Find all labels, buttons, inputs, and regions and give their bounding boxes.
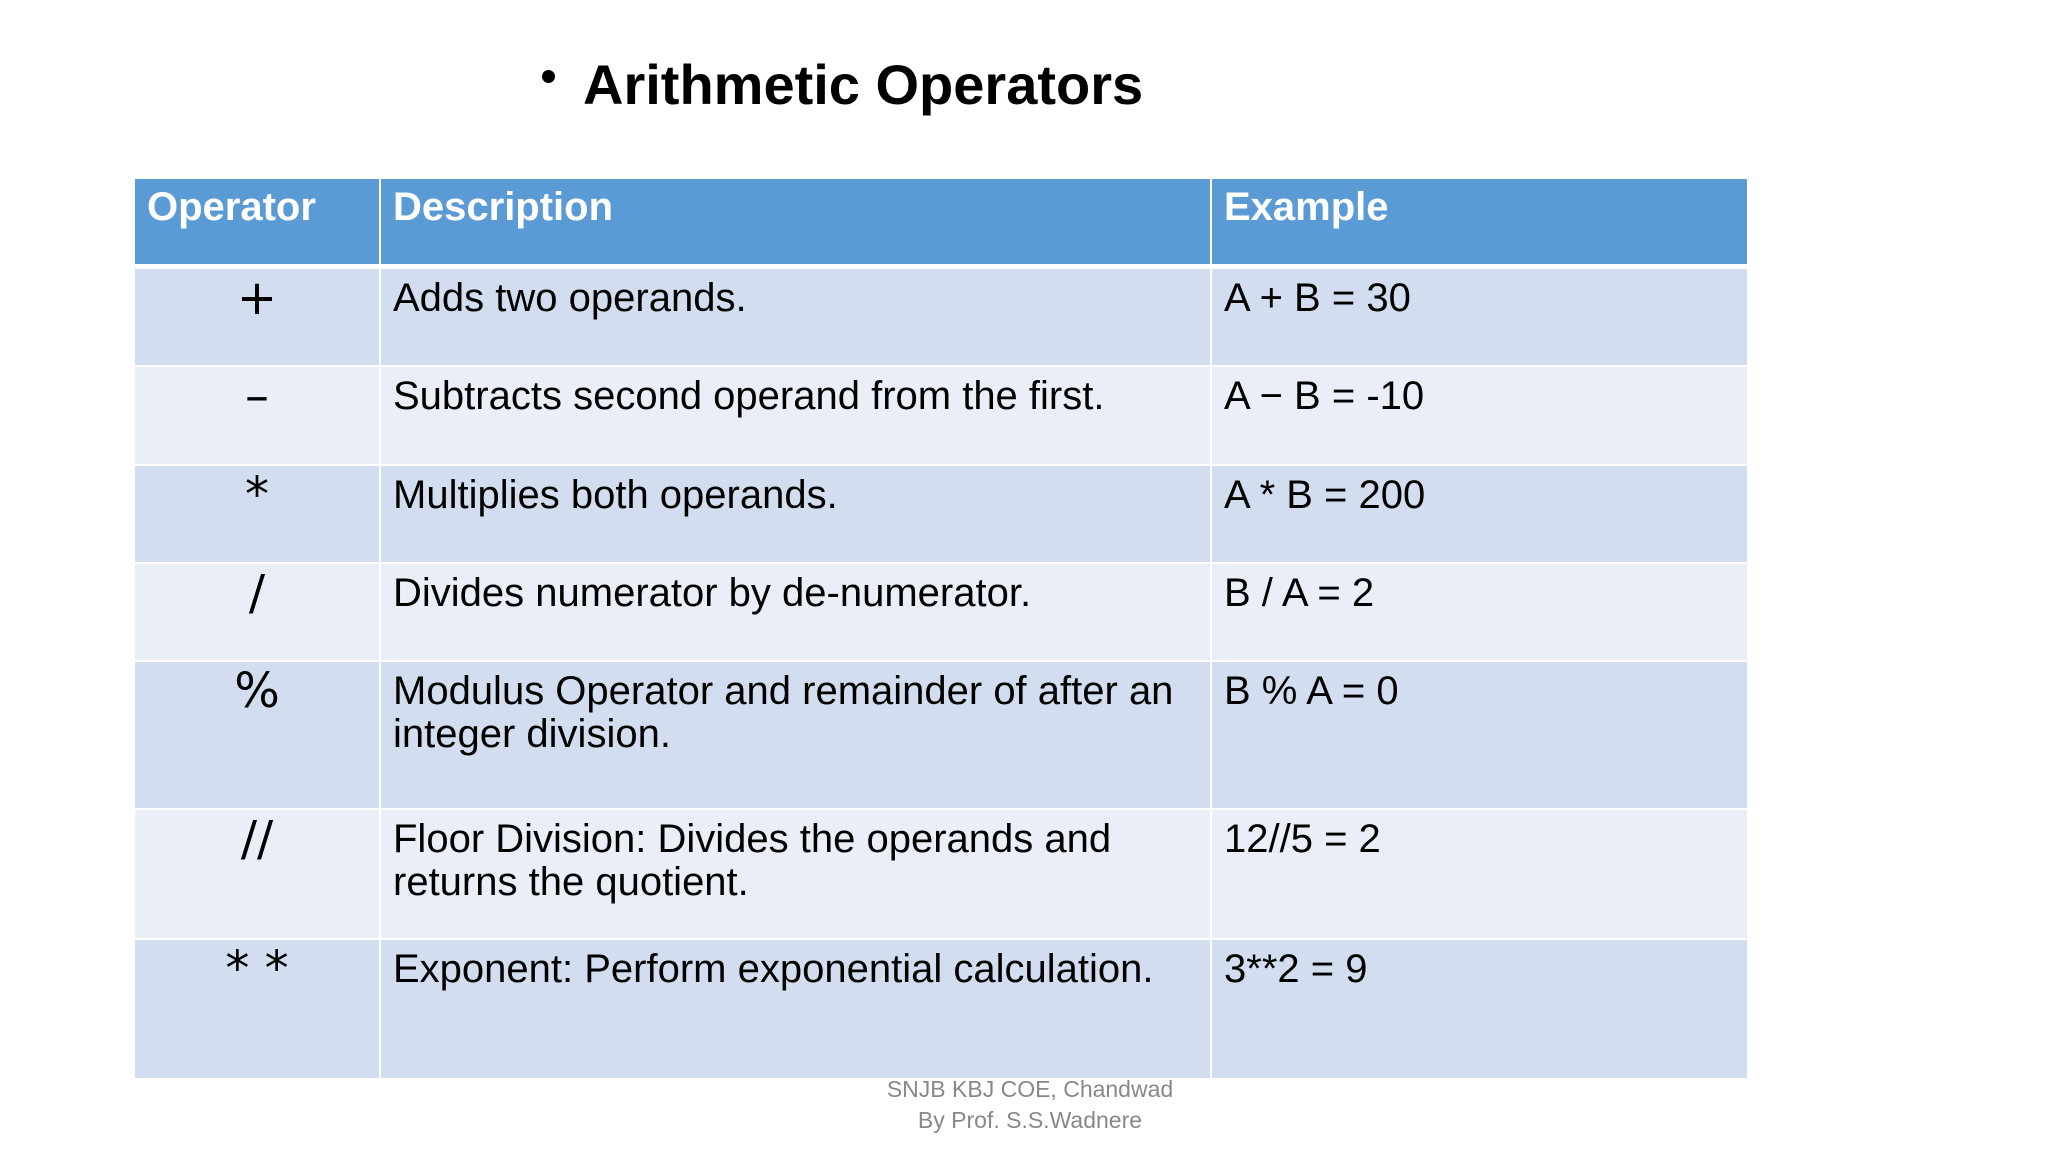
description-cell: Divides numerator by de-numerator.: [380, 563, 1211, 661]
description-cell: Multiplies both operands.: [380, 465, 1211, 563]
operators-table: [133, 177, 1749, 1080]
footer-line-institution: SNJB KBJ COE, Chandwad: [886, 1076, 1174, 1102]
table-header-row: [134, 178, 1748, 266]
table-row: [134, 661, 1748, 809]
table-row: [134, 366, 1748, 465]
operator-cell: %: [134, 661, 380, 809]
bullet-icon: [542, 70, 555, 83]
example-cell: A + B = 30: [1211, 266, 1748, 366]
operator-cell: //: [134, 809, 380, 939]
operator-cell: *: [134, 465, 380, 563]
description-cell: Adds two operands.: [380, 266, 1211, 366]
example-cell: 3**2 = 9: [1211, 939, 1748, 1079]
operator-cell: /: [134, 563, 380, 661]
slide-title-text: Arithmetic Operators: [583, 53, 1144, 116]
table-row: [134, 266, 1748, 366]
header-description: Description: [380, 178, 1211, 266]
operator-cell: +: [134, 266, 380, 366]
example-cell: A * B = 200: [1211, 465, 1748, 563]
description-cell: Modulus Operator and remainder of after an integer division.: [380, 661, 1211, 809]
description-cell: Floor Division: Divides the operands and returns the quotient.: [380, 809, 1211, 939]
slide-title: [542, 52, 1143, 117]
description-cell: Exponent: Perform exponential calculation.: [380, 939, 1211, 1079]
table-row: [134, 465, 1748, 563]
table-row: [134, 563, 1748, 661]
example-cell: B % A = 0: [1211, 661, 1748, 809]
footer-line-author: By Prof. S.S.Wadnere: [917, 1107, 1143, 1133]
header-operator: Operator: [134, 178, 380, 266]
table-row: [134, 809, 1748, 939]
header-example: Example: [1211, 178, 1748, 266]
example-cell: 12//5 = 2: [1211, 809, 1748, 939]
operator-cell: * *: [134, 939, 380, 1079]
example-cell: B / A = 2: [1211, 563, 1748, 661]
table-row: [134, 939, 1748, 1079]
example-cell: A − B = -10: [1211, 366, 1748, 465]
slide-footer: [830, 1074, 1230, 1136]
description-cell: Subtracts second operand from the first.: [380, 366, 1211, 465]
operator-cell: –: [134, 366, 380, 465]
